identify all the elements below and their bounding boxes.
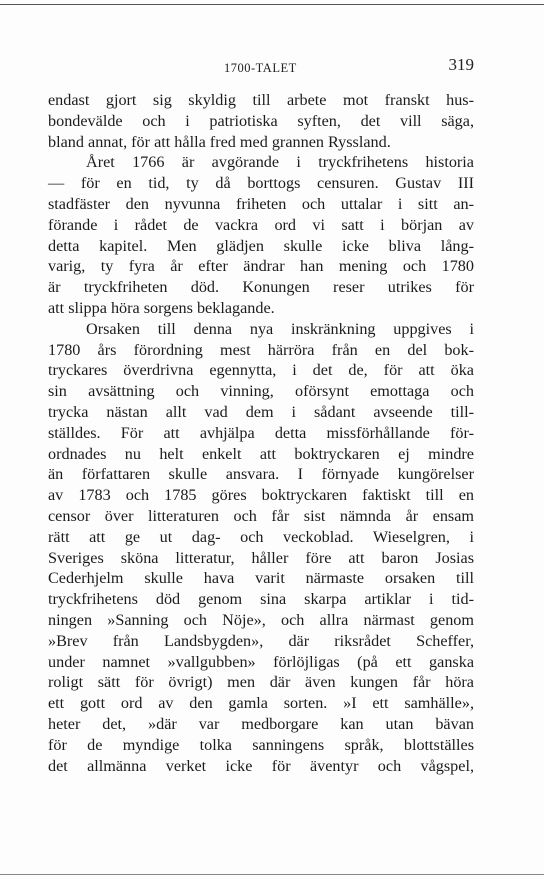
text-line: censor över litteraturen och får sist nämnda år ensam <box>48 506 474 525</box>
text-line: »Brev från Landsbygden», där riksrådet Scheffer, <box>48 631 474 650</box>
text-line: Orsaken till denna nya inskränkning uppgives i <box>86 319 474 338</box>
body-text <box>48 90 474 776</box>
text-line: bondevälde och i patriotiska syften, det vill säga, <box>48 111 474 130</box>
running-head: 1700-TALET <box>224 61 297 75</box>
text-line: — för en tid, ty då borttogs censuren. Gustav III <box>48 174 474 193</box>
text-line: 1780 års förordning mest härröra från en del bok- <box>48 340 474 359</box>
top-edge-rule <box>0 4 544 5</box>
text-line: Cederhjelm skulle hava varit närmaste orsaken till <box>48 569 474 588</box>
text-line: bland annat, för att hålla fred med grannen Ryssland. <box>48 132 391 151</box>
text-line: ningen »Sanning och Nöje», och allra närmast genom <box>48 610 474 629</box>
text-line: endast gjort sig skyldig till arbete mot franskt hus- <box>48 91 474 109</box>
text-line: Året 1766 är avgörande i tryckfrihetens historia <box>86 153 474 172</box>
text-line: sin avsättning och vinning, oförsynt emottaga och <box>48 382 474 401</box>
text-line: tryckfrihetens död genom sina skarpa artiklar i tid- <box>48 590 474 609</box>
text-line: av 1783 och 1785 göres boktryckaren faktiskt till en <box>48 486 474 505</box>
text-line: varig, ty fyra år efter ändrar han mening och 1780 <box>48 257 474 276</box>
text-line: än författaren skulle ansvara. I förnyade kungörelser <box>48 465 474 484</box>
text-line: ställdes. För att avhjälpa detta missförhållande för- <box>48 423 474 442</box>
text-line: Sveriges sköna litteratur, håller före att baron Josias <box>48 548 474 567</box>
bottom-edge-rule <box>0 874 544 875</box>
page-header <box>48 55 474 81</box>
text-line: stadfäster den nyvunna friheten och uttalar i sitt an- <box>48 194 474 213</box>
text-line: detta kapitel. Men glädjen skulle icke bliva lång- <box>48 236 474 255</box>
text-line: ett gott ord av den gamla sorten. »I ett samhälle», <box>48 694 474 713</box>
text-line: ordnades nu helt enkelt att boktryckaren ej mindre <box>48 444 474 463</box>
page-number: 319 <box>448 55 474 74</box>
text-line: heter det, »där var medborgare kan utan bävan <box>48 714 474 733</box>
text-line: rätt att ge ut dag- och veckoblad. Wieselgren, i <box>48 527 474 546</box>
text-line: roligt sätt för övrigt) men där även kungen får höra <box>48 673 474 692</box>
text-line: tryckares överdrivna egennytta, i det de, för att öka <box>48 361 474 380</box>
text-line: det allmänna verket icke för äventyr och vågspel, <box>48 756 474 775</box>
text-line: är tryckfriheten död. Konungen reser utrikes för <box>48 278 474 297</box>
text-line: förande i rådet de vackra ord vi satt i början av <box>48 215 474 234</box>
text-line: att slippa höra sorgens beklagande. <box>48 298 275 317</box>
text-line: under namnet »vallgubben» förlöjligas (på ett ganska <box>48 652 474 671</box>
text-line: trycka nästan allt vad dem i sådant avseende till- <box>48 402 474 421</box>
text-line: för de myndige tolka sanningens språk, blottställes <box>48 735 474 754</box>
